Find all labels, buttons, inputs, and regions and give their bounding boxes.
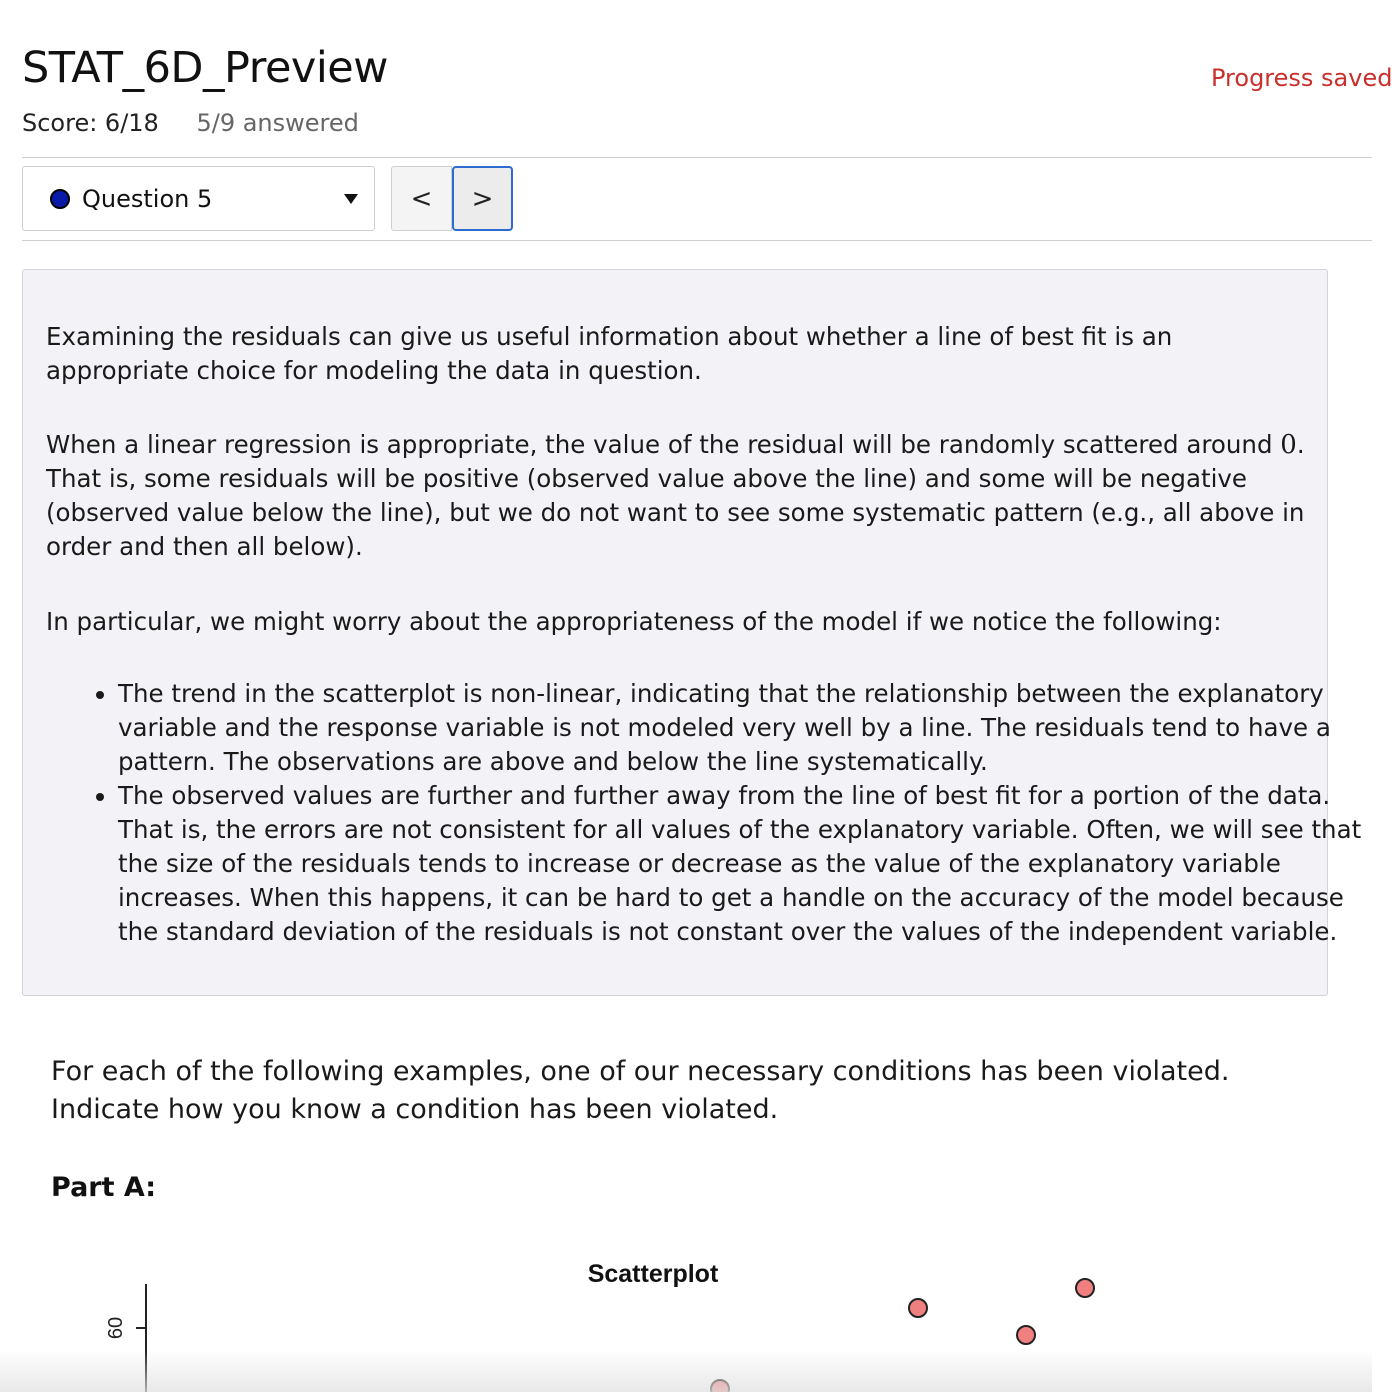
- scatterplot-chart: [0, 1240, 1372, 1392]
- chevron-right-icon: >: [471, 183, 494, 214]
- condition-list: [46, 677, 1378, 949]
- score-text: Score: 6/18: [22, 109, 159, 137]
- scatter-point: [909, 1299, 927, 1317]
- scatter-point: [711, 1380, 729, 1392]
- chart-title: Scatterplot: [587, 1260, 719, 1288]
- score-row: [22, 106, 359, 140]
- info-paragraph-2: [46, 428, 1316, 564]
- caret-down-icon: [344, 194, 358, 204]
- instructions: For each of the following examples, one of our necessary conditions has been violated. Indicate how you know a condition has been violated.: [51, 1056, 1230, 1125]
- list-item: • The trend in the scatterplot is non-linear, indicating that the relationship between the explanatory variable and the response variable is not modeled very well by a line. The residuals tend to have a pattern. The observations are above and below the line systematically.: [118, 677, 1378, 779]
- info-paragraph-1: Examining the residuals can give us useful information about whether a line of best fit is an appropriate choice for modeling the data in question.: [46, 322, 1173, 385]
- page-title: STAT_6D_Preview: [22, 43, 388, 93]
- next-question-button[interactable]: [452, 166, 513, 231]
- progress-status: Progress saved: [1211, 64, 1392, 92]
- info-paragraph-3: In particular, we might worry about the appropriateness of the model if we notice the following:: [46, 607, 1222, 636]
- math-zero: 0: [1280, 430, 1297, 460]
- part-a-heading: Part A:: [51, 1172, 157, 1203]
- info-paragraph-2-end: . That is, some residuals will be positive (observed value above the line) and some will be negative (observed value below the line), but we do not want to see some systematic pattern (e.g., all above in order and then all below).: [46, 430, 1305, 561]
- divider-top: [22, 157, 1372, 158]
- point-group: [711, 1279, 1094, 1392]
- scatter-point: [1017, 1326, 1035, 1344]
- question-select[interactable]: [22, 166, 375, 231]
- previous-question-button[interactable]: [391, 166, 452, 231]
- scatter-point: [1076, 1279, 1094, 1297]
- y-tick-label: 60: [105, 1316, 127, 1340]
- question-select-label: Question 5: [82, 184, 213, 213]
- info-paragraph-2-start: When a linear regression is appropriate, the value of the residual will be randomly scattered around: [46, 430, 1281, 459]
- divider-bottom: [22, 240, 1372, 241]
- list-item: • The observed values are further and further away from the line of best fit for a portion of the data. That is, the errors are not consistent for all values of the explanatory variable. Often, we will see that the size of the residuals tends to increase or decrease as the value of the explanatory variable increases. When this happens, it can be hard to get a handle on the accuracy of the model because the standard deviation of the residuals is not constant over the values of the independent variable.: [118, 779, 1378, 949]
- y-tick-group: [105, 1317, 146, 1339]
- chevron-left-icon: <: [410, 183, 433, 214]
- answered-count: 5/9 answered: [196, 109, 359, 137]
- question-status-dot: [50, 189, 70, 209]
